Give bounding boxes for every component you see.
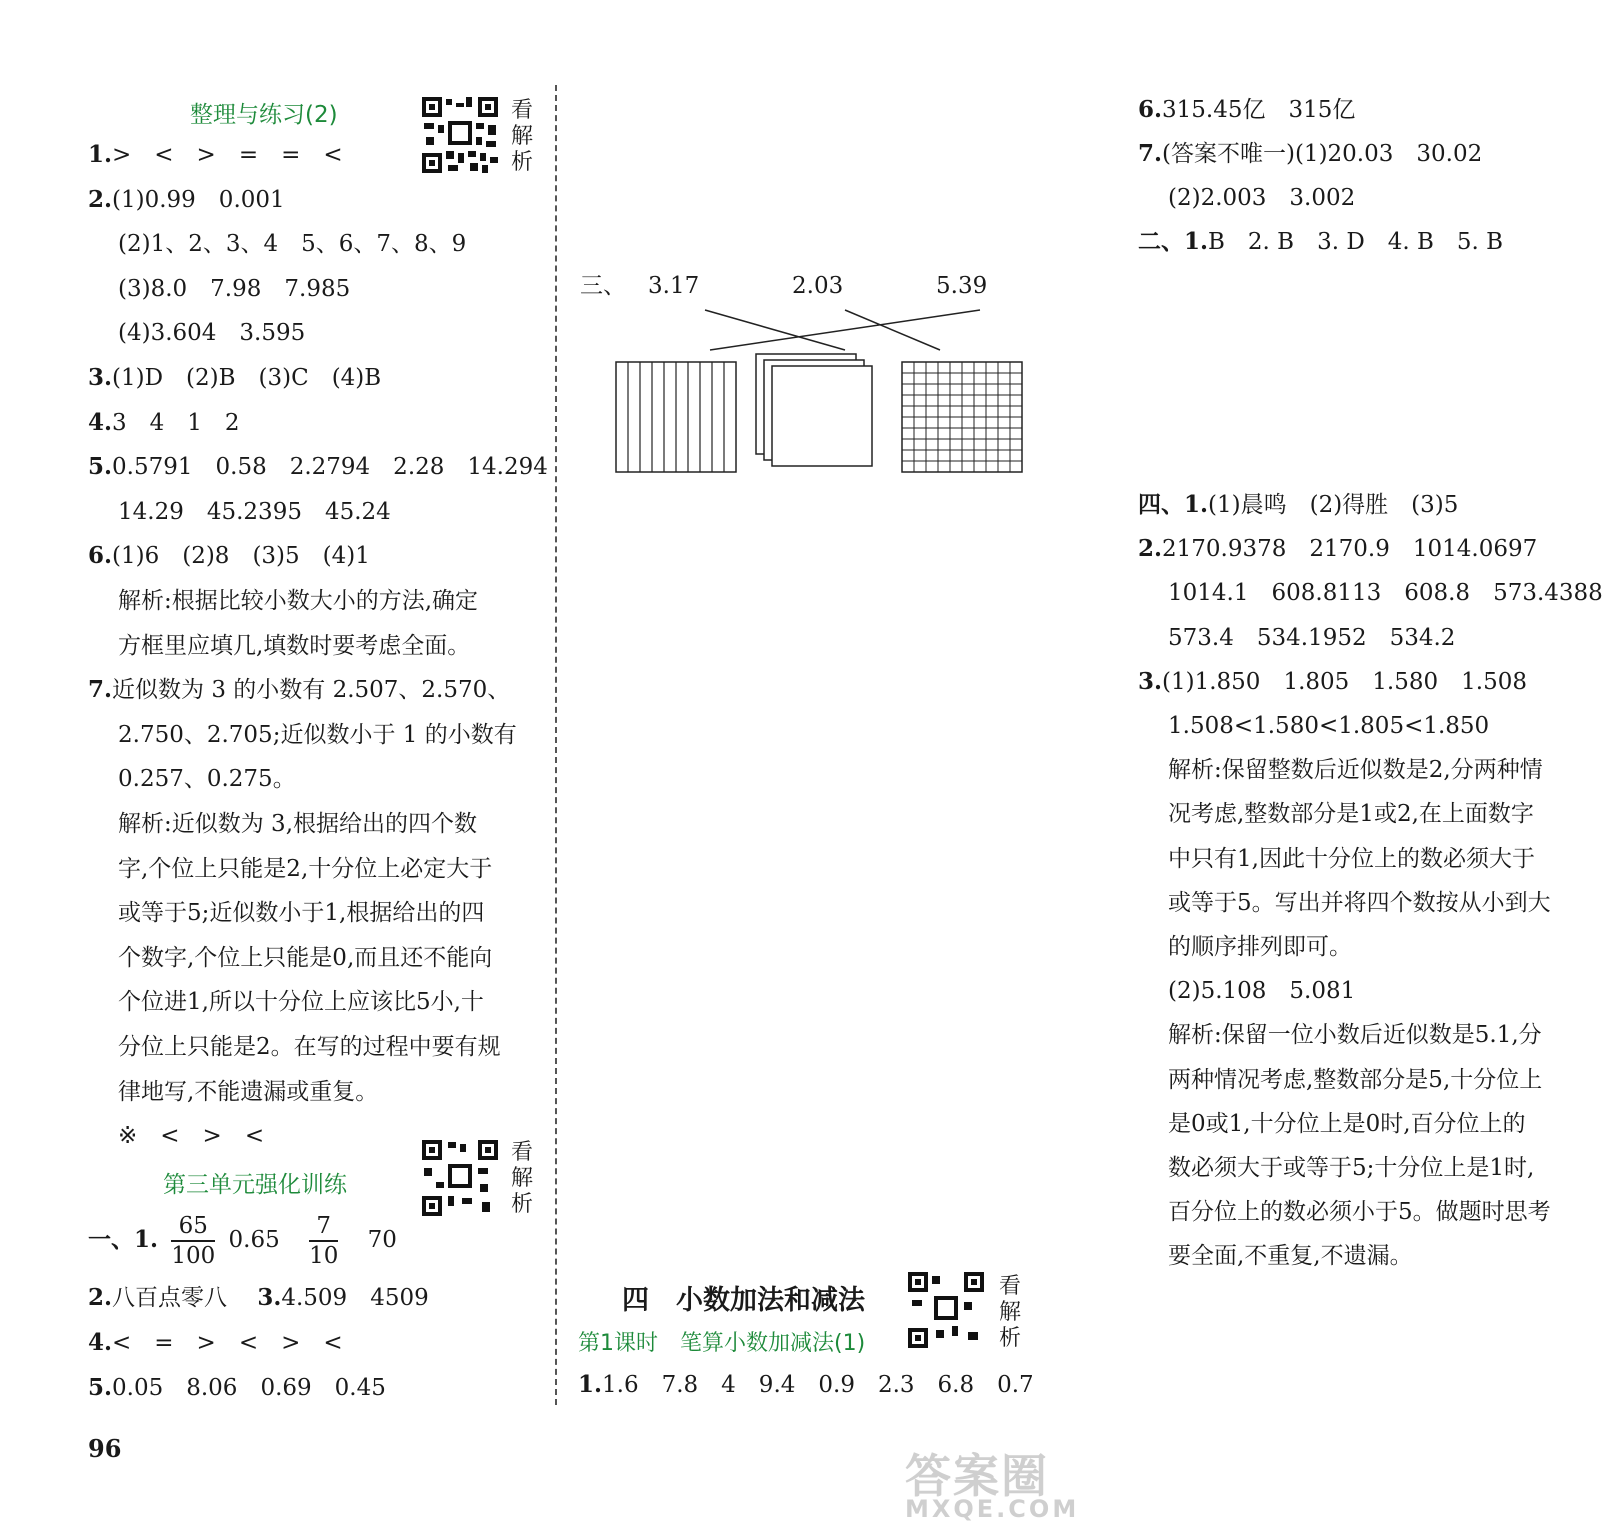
watermark-logo: 答案圈 [905, 1449, 1049, 1503]
column-divider [555, 85, 557, 1405]
qr-caption [508, 1140, 536, 1218]
answer-text: 或等于5。写出并将四个数按从小到大 [1168, 889, 1551, 916]
answer-line [88, 363, 381, 393]
question-number: 6. [1138, 96, 1163, 123]
answer-text: 要全面,不重复,不遗漏。 [1168, 1243, 1413, 1270]
answer-line [118, 274, 350, 304]
question-number: 6. [88, 542, 113, 570]
answer-value: 70 [367, 1227, 397, 1253]
question-number: 3. [88, 364, 113, 391]
answer-text: 的顺序排列即可。 [1168, 934, 1352, 960]
answer-line [1168, 1109, 1526, 1139]
question-number: 7. [1138, 140, 1163, 167]
answer-text: (1)1.850 1.805 1.580 1.508 [1162, 668, 1527, 695]
answer-line [1168, 888, 1551, 918]
answer-line [118, 987, 484, 1017]
question-number: 1. [88, 141, 113, 168]
answer-line [1168, 1065, 1542, 1095]
page-number: 96 [88, 1434, 122, 1463]
answer-line [88, 1373, 386, 1403]
question-number: 7. [88, 676, 113, 704]
answer-text: 数必须大于或等于5;十分位上是1时, [1168, 1155, 1535, 1181]
answer-line [1138, 534, 1537, 564]
section-title-review-2: 整理与练习(2) [190, 102, 338, 128]
answer-text: (2)1、2、3、4 5、6、7、8、9 [118, 231, 467, 258]
answer-text: (1)6 (2)8 (3)5 (4)1 [112, 543, 370, 570]
answer-line [1138, 227, 1503, 257]
answer-line [118, 229, 466, 259]
answer-text: (1)D (2)B (3)C (4)B [112, 365, 382, 391]
answer-text: 解析:根据比较小数大小的方法,确定 [118, 588, 479, 614]
answer-line [118, 943, 492, 973]
answer-text: (答案不唯一)(1)20.03 30.02 [1162, 141, 1483, 167]
answer-text: 1014.1 608.8113 608.8 573.4388 [1168, 580, 1603, 607]
answer-line [118, 586, 478, 616]
answer-line [1168, 1153, 1534, 1183]
answer-text: 分位上只能是2。在写的过程中要有规 [118, 1034, 501, 1060]
question-number: 3. [257, 1284, 282, 1311]
answer-line [118, 1121, 264, 1151]
answer-text: 两种情况考虑,整数部分是5,十分位上 [1168, 1066, 1543, 1093]
answer-text: 3 4 1 2 [112, 409, 240, 436]
question-number: 3. [1138, 667, 1163, 695]
answer-line [1138, 667, 1527, 697]
answer-line [88, 140, 343, 170]
answer-text: < = > < > < [112, 1330, 343, 1356]
answer-text: 近似数为 3 的小数有 2.507、2.570、 [112, 677, 511, 704]
answer-text: 中只有1,因此十分位上的数必须大于 [1168, 845, 1535, 872]
answer-text: > < > = = < [112, 142, 343, 168]
answer-text: 是0或1,十分位上是0时,百分位上的 [1168, 1110, 1526, 1137]
qr-code-icon [906, 1270, 986, 1350]
answer-line [118, 764, 296, 794]
match-value: 3.17 [648, 273, 700, 299]
answer-text: 百分位上的数必须小于5。做题时思考 [1168, 1199, 1551, 1226]
tenths-grid [616, 362, 736, 472]
answer-line [118, 854, 492, 884]
answer-text: 解析:近似数为 3,根据给出的四个数 [118, 811, 478, 837]
hundredths-grid [902, 362, 1022, 472]
qr-caption [996, 1274, 1024, 1352]
answer-line [88, 408, 240, 438]
answer-text: 1.6 7.8 4 9.4 0.9 2.3 6.8 0.7 [602, 1372, 1034, 1398]
question-number: 2. [88, 1284, 113, 1311]
answer-text: 2.750、2.705;近似数小于 1 的小数有 [118, 721, 517, 748]
answer-line [1168, 1241, 1413, 1271]
answer-text: 0.5791 0.58 2.2794 2.28 14.294 [112, 454, 548, 481]
answer-text: 14.29 45.2395 45.24 [118, 498, 391, 525]
answer-line [1138, 95, 1355, 125]
answer-line [1168, 1020, 1542, 1050]
lesson-title: 第1课时 笔算小数加减法(1) [578, 1331, 866, 1356]
answer-text: 律地写,不能遗漏或重复。 [118, 1078, 379, 1105]
answer-line [118, 1032, 501, 1062]
answer-line [1138, 139, 1482, 169]
answer-line [118, 809, 477, 839]
answer-text: 解析:保留整数后近似数是2,分两种情 [1168, 757, 1543, 784]
answer-text: 况考虑,整数部分是1或2,在上面数字 [1168, 801, 1534, 828]
answer-line [1168, 623, 1455, 653]
answer-line [1168, 976, 1355, 1006]
answer-text: 或等于5;近似数小于1,根据给出的四 [118, 900, 485, 927]
question-number: 5. [88, 453, 113, 481]
answer-line [88, 675, 510, 705]
answer-line [118, 497, 391, 527]
answer-text: (4)3.604 3.595 [118, 320, 306, 347]
question-number: 四、1. [1138, 491, 1209, 518]
answer-line [1168, 755, 1543, 785]
answer-text: 个位进1,所以十分位上应该比5小,十 [118, 989, 484, 1016]
fraction-denominator: 100 [171, 1243, 216, 1269]
qr-caption-char: 析 [510, 150, 533, 175]
answer-text: 解析:保留一位小数后近似数是5.1,分 [1168, 1022, 1542, 1049]
answer-line [118, 318, 305, 348]
answer-text: (3)8.0 7.98 7.985 [118, 275, 351, 302]
answer-text: 方框里应填几,填数时要考虑全面。 [118, 632, 471, 659]
qr-caption-char: 解 [998, 1300, 1021, 1325]
answer-text: 字,个位上只能是2,十分位上必定大于 [118, 855, 493, 882]
fraction-denominator: 10 [309, 1243, 339, 1269]
answer-text: (1)0.99 0.001 [112, 186, 285, 213]
question-number: 2. [88, 185, 113, 213]
answer-text: 315.45亿 315亿 [1162, 97, 1356, 123]
answer-line [1168, 844, 1535, 874]
answer-text: 0.05 8.06 0.69 0.45 [112, 1375, 386, 1401]
question-number: 一、1. [88, 1226, 159, 1253]
qr-caption-char: 看 [510, 1140, 533, 1165]
answer-line [1168, 799, 1534, 829]
answer-line [118, 631, 470, 661]
answer-line [88, 1328, 343, 1358]
answer-value: 0.65 [228, 1227, 280, 1253]
question-number: 2. [1138, 535, 1163, 563]
qr-caption [508, 98, 536, 176]
matching-label: 三、 [580, 273, 626, 299]
answer-line [1168, 932, 1352, 962]
answer-text: (2)5.108 5.081 [1168, 978, 1356, 1005]
answer-line [578, 1370, 1034, 1400]
watermark-url: MXQE.COM [905, 1495, 1080, 1523]
answer-text: 573.4 534.1952 534.2 [1168, 624, 1456, 651]
question-number: 4. [88, 1329, 113, 1356]
answer-line [88, 452, 548, 482]
question-number: 5. [88, 1374, 113, 1401]
answer-line [118, 1077, 378, 1107]
qr-caption-char: 解 [510, 124, 533, 149]
qr-caption-char: 看 [510, 98, 533, 123]
qr-caption-char: 析 [998, 1326, 1021, 1351]
answer-line [118, 898, 484, 928]
answer-text: 2170.9378 2170.9 1014.0697 [1162, 536, 1538, 563]
answer-line-fractions [88, 1210, 397, 1270]
answer-line [1168, 183, 1355, 213]
qr-code-icon [420, 95, 500, 175]
section-title-unit3-training: 第三单元强化训练 [163, 1172, 347, 1198]
answer-line [1168, 1197, 1551, 1227]
question-number: 二、1. [1138, 228, 1209, 255]
question-number: 4. [88, 408, 113, 436]
answer-text: 八百点零八 [112, 1285, 251, 1311]
match-value: 2.03 [792, 273, 844, 299]
answer-line [88, 185, 285, 215]
qr-code-icon [420, 1138, 500, 1218]
answer-text: (2)2.003 3.002 [1168, 185, 1356, 211]
qr-caption-char: 看 [998, 1274, 1021, 1299]
answer-text: 1.508<1.580<1.805<1.850 [1168, 713, 1490, 739]
answer-line [1138, 490, 1458, 520]
qr-caption-char: 析 [510, 1192, 533, 1217]
answer-line [118, 720, 517, 750]
qr-caption-char: 解 [510, 1166, 533, 1191]
fraction [171, 1212, 215, 1270]
answer-line [1168, 578, 1603, 608]
answer-line [88, 1283, 429, 1313]
answer-text: B 2. B 3. D 4. B 5. B [1208, 229, 1504, 255]
fraction [309, 1212, 338, 1270]
stacked-squares [756, 354, 872, 466]
answer-line [88, 541, 370, 571]
match-value: 5.39 [936, 273, 988, 299]
answer-text: (1)晨鸣 (2)得胜 (3)5 [1208, 492, 1459, 518]
answer-text: 4.509 4509 [281, 1285, 429, 1311]
answer-text: ※ < > < [118, 1123, 265, 1150]
answer-line [1168, 711, 1489, 741]
fraction-numerator: 7 [309, 1212, 338, 1242]
chapter-title: 四 小数加法和减法 [622, 1285, 865, 1316]
question-number: 1. [578, 1371, 603, 1398]
answer-text: 0.257、0.275。 [118, 766, 296, 793]
matching-diagram [600, 298, 1040, 478]
answer-text: 个数字,个位上只能是0,而且还不能向 [118, 944, 493, 971]
fraction-numerator: 65 [171, 1212, 215, 1242]
